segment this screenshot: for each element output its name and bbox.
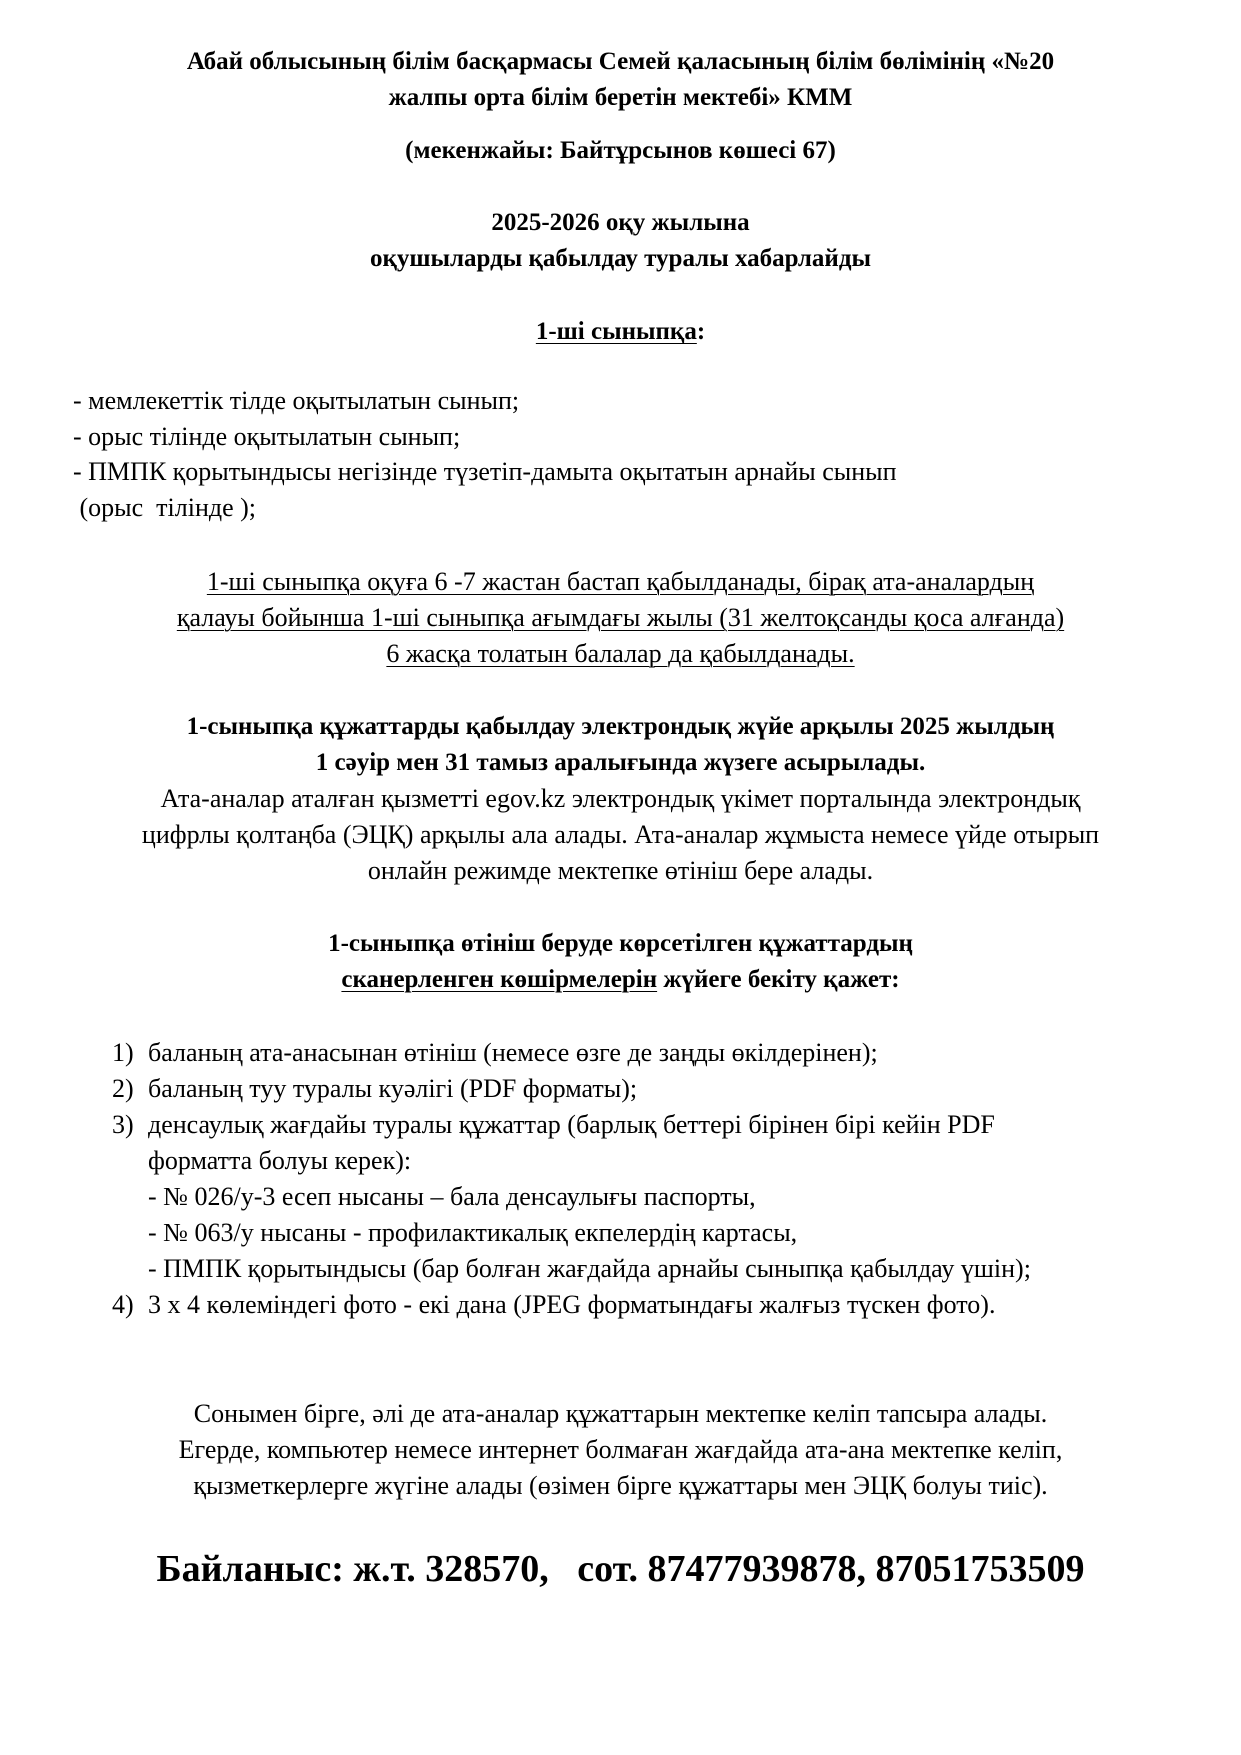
document-item: 3) денсаулық жағдайы туралы құжаттар (барлық беттері бірінен бірі кейін PDF — [112, 1110, 995, 1139]
document-item: 4) 3 х 4 көлеміндегі фото - екі дана (JPEG форматындағы жалғыз түскен фото). — [112, 1290, 996, 1319]
closing-line: Сонымен бірге, әлі де ата-аналар құжаттарын мектепке келіп тапсыра алады. — [193, 1399, 1048, 1428]
document-item: 2) баланың туу туралы куәлігі (PDF форматы); — [112, 1074, 638, 1103]
class-type-item: - орыс тілінде оқытылатын сынып; — [73, 422, 461, 451]
electronic-text-line: онлайн режимде мектепке өтініш бере алады. — [367, 856, 874, 885]
year-line: 2025-2026 оқу жылына — [491, 209, 750, 236]
class-type-item: - мемлекеттік тілде оқытылатын сынып; — [73, 386, 520, 415]
document-item: - ПМПК қорытындысы (бар болған жағдайда арнайы сыныпқа қабылдау үшін); — [148, 1254, 1031, 1283]
header-line-2: жалпы орта білім беретін мектебі» КММ — [388, 84, 853, 111]
age-notice-line: қалауы бойынша 1-ші сыныпқа ағымдағы жылы (31 желтоқсанды қоса алғанда) — [176, 603, 1065, 632]
class-type-item: (орыс тілінде ); — [73, 493, 257, 522]
electronic-heading-line: 1-сыныпқа құжаттарды қабылдау электрондық жүйе арқылы 2025 жылдың — [186, 713, 1055, 740]
closing-line: Егерде, компьютер немесе интернет болмаған жағдайда ата-ана мектепке келіп, — [178, 1435, 1063, 1464]
document-item: 1) баланың ата-анасынан өтініш (немесе өзге де заңды өкілдерінен); — [112, 1038, 878, 1067]
documents-heading-line-1: 1-сыныпқа өтініш беруде көрсетілген құжаттардың — [328, 930, 913, 957]
electronic-text-line: цифрлы қолтаңба (ЭЦҚ) арқылы ала алады. Ата-аналар жұмыста немесе үйде отырып — [141, 820, 1100, 849]
closing-line: қызметкерлерге жүгіне алады (өзімен бірге құжаттары мен ЭЦҚ болуы тиіс). — [193, 1471, 1048, 1500]
address-line: (мекенжайы: Байтұрсынов көшесі 67) — [405, 137, 836, 164]
age-notice-line: 1-ші сыныпқа оқуға 6 -7 жастан бастап қабылданады, бірақ ата-аналардың — [206, 567, 1035, 596]
document-item: - № 063/у нысаны - профилактикалық екпелердің картасы, — [148, 1218, 798, 1247]
document-item: - № 026/у-3 есеп нысаны – бала денсаулығы паспорты, — [148, 1182, 756, 1211]
grade-heading-suffix: : — [696, 318, 706, 345]
document-item: форматта болуы керек): — [148, 1146, 412, 1175]
header-line-1: Абай облысының білім басқармасы Семей қаласының білім бөлімінің «№20 — [186, 48, 1055, 75]
announce-line: оқушыларды қабылдау туралы хабарлайды — [369, 245, 872, 272]
age-notice-line: 6 жасқа толатын балалар да қабылданады. — [386, 639, 855, 668]
contact-line: Байланыс: ж.т. 328570, сот. 87477939878, 87051753509 — [156, 1548, 1085, 1590]
documents-heading-line-2 — [0, 963, 1241, 997]
electronic-text-line: Ата-аналар аталған қызметті egov.kz электрондық үкімет порталында электрондық — [160, 784, 1081, 813]
grade-heading — [0, 315, 1241, 349]
grade-heading-underlined: 1-ші сыныпқа — [535, 318, 697, 345]
documents-heading-underlined: сканерленген көшірмелерін — [341, 966, 658, 993]
class-type-item: - ПМПК қорытындысы негізінде түзетіп-дамыта оқытатын арнайы сынып — [73, 457, 897, 486]
documents-heading-rest: жүйеге бекіту қажет: — [657, 966, 900, 993]
electronic-heading-line: 1 сәуір мен 31 тамыз аралығында жүзеге асырылады. — [315, 749, 926, 776]
